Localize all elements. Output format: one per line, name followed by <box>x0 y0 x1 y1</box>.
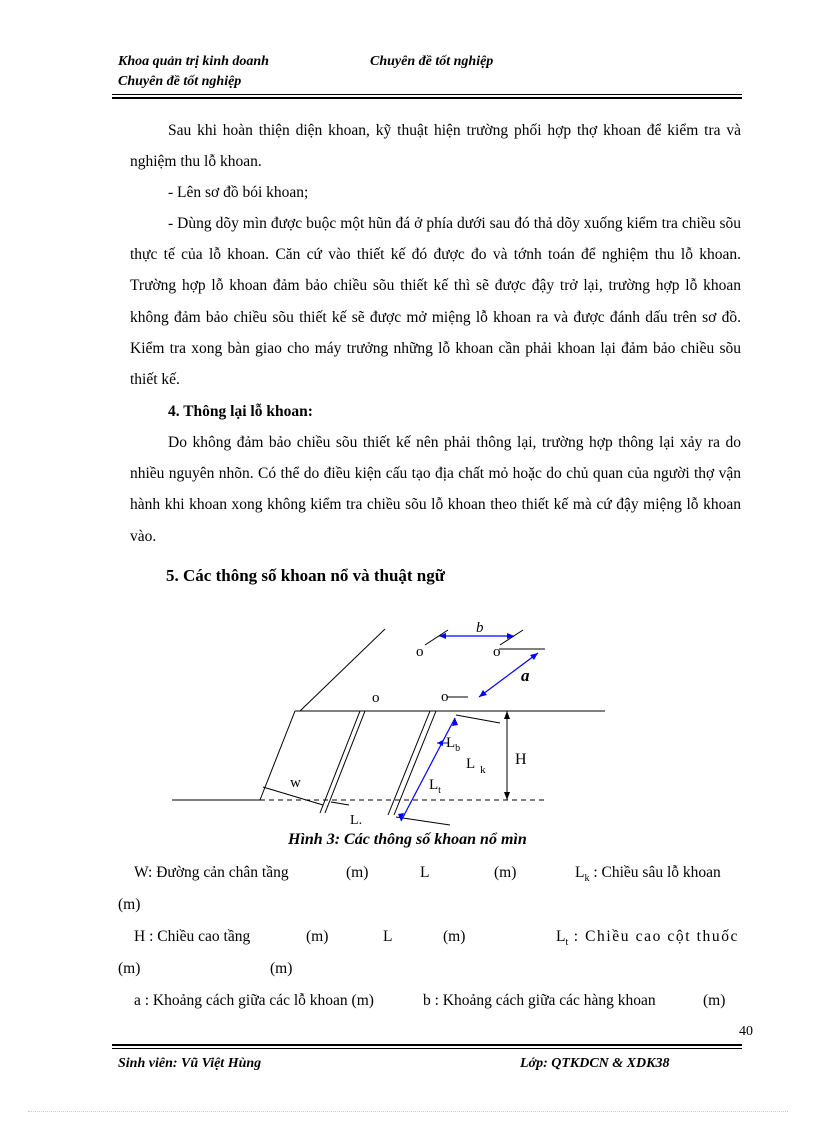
def-h: H : Chiều cao tầng <box>134 928 251 945</box>
h-arrow-top <box>504 711 510 719</box>
heading-section-5: 5. Các thông số khoan nổ và thuật ngữ <box>166 566 445 585</box>
lk-bottom-tick <box>396 817 450 825</box>
def-Lk-unit: (m) <box>118 896 141 913</box>
def-w-unit: (m) <box>346 864 369 881</box>
label-w: w <box>290 775 301 791</box>
paragraph-inspection: Sau khi hoàn thiện diện khoan, kỹ thuật hiện trường phối hợp thợ khoan để kiểm tra và nghiệm thu lỗ khoan. <box>130 122 741 171</box>
def-h-unit: (m) <box>306 928 329 945</box>
heading-section-4: 4. Thông lại lỗ khoan: <box>168 403 313 420</box>
label-subdrill-L: L. <box>350 813 363 828</box>
footer-rule-thin <box>112 1048 742 1049</box>
header-center-title: Chuyên đề tốt nghiệp <box>370 54 494 69</box>
subdrill-tick-line <box>331 802 349 805</box>
drilling-parameters-diagram <box>150 615 620 830</box>
def-L2-second-unit: (m) <box>270 960 293 977</box>
footer-student: Sinh viên: Vũ Việt Hùng <box>118 1056 262 1071</box>
def-Lk: $L_k$ : Chiều sâu lỗ khoan <box>575 864 721 885</box>
a-arrow-top <box>530 653 538 660</box>
label-Lt: $L_t$ <box>429 777 441 796</box>
def-b-unit: (m) <box>703 992 726 1009</box>
footer-class: Lớp: QTKDCN & XDK38 <box>520 1056 670 1071</box>
header-rule-thin <box>112 94 742 95</box>
page-edge-dotted-line <box>28 1111 788 1112</box>
header-rule-thick <box>112 97 742 99</box>
def-w: W: Đường cản chân tầng <box>134 864 289 881</box>
lk-blue-dimension-line <box>401 718 455 821</box>
label-Lk: L $_k$ <box>466 756 486 776</box>
def-Lt-unit: (m) <box>118 960 141 977</box>
borehole-2-right-wall <box>394 711 436 815</box>
page-number: 40 <box>739 1024 753 1039</box>
label-b: b <box>476 620 484 636</box>
lb-arrow <box>437 740 443 746</box>
figure-caption: Hình 3: Các thông số khoan nổ mìn <box>288 831 527 848</box>
collar-o-front: o <box>441 689 449 705</box>
paragraph-measure: - Dùng dõy mìn được buộc một hũn đá ở phía dưới sau đó thả dõy xuống kiểm tra chiều sõu thực tế của lỗ khoan. Căn cứ vào thiết kế đó được đo và tớnh toán để nghiệm thu lỗ khoan. Trường hợp lỗ khoan đảm bảo chiều sõu thiết kế thì sẽ được đậy trở lại, trường hợp lỗ khoan không đảm bảo chiều sõu thiết kế sẽ được mở miệng lỗ khoan ra và được đánh dấu trên sơ đồ. Kiểm tra xong bàn giao cho máy trưởng những lỗ khoan cần phải khoan lại đảm bảo chiều sõu thiết kế. <box>130 215 741 389</box>
h-arrow-bottom <box>504 792 510 800</box>
footer-rule-thick <box>112 1044 742 1046</box>
def-L1-unit: (m) <box>494 864 517 881</box>
header-subtitle: Chuyên đề tốt nghiệp <box>118 74 242 89</box>
borehole-1-right-wall <box>325 711 365 813</box>
header-faculty: Khoa quản trị kinh doanh <box>118 54 269 69</box>
collar-o-top-right: o <box>493 644 501 660</box>
label-H: H <box>515 751 527 768</box>
a-arrow-bottom <box>479 690 487 697</box>
b-right-tick <box>500 630 523 645</box>
paragraph-map: - Lên sơ đồ bói khoan; <box>168 184 309 201</box>
def-L1: L <box>420 864 430 881</box>
def-a: a : Khoảng cách giữa các lỗ khoan (m) <box>134 992 374 1009</box>
lk-top-tick <box>456 715 500 723</box>
def-Lt: $L_t$ : Chiều cao cột thuốc <box>556 928 740 949</box>
paragraph-rework: Do không đảm bảo chiều sõu thiết kế nên phải thông lại, trường hợp thông lại xảy ra do nhiều nguyên nhõn. Có thể do điều kiện cấu tạo địa chất mỏ hoặc do chủ quan của người thợ vận hành khi khoan xong không kiểm tra chiều sõu lỗ khoan theo thiết kế mà cứ đậy miệng lỗ khoan vào. <box>130 434 741 545</box>
def-L2: L <box>383 928 393 945</box>
borehole-1-left-wall <box>320 711 360 813</box>
borehole-2-left-wall <box>388 711 430 815</box>
label-Lb: $L_b$ <box>446 735 461 754</box>
collar-o-mid: o <box>372 690 380 706</box>
def-b: b : Khoảng cách giữa các hàng khoan <box>423 992 656 1009</box>
collar-o-top-left: o <box>416 644 424 660</box>
def-L2-unit: (m) <box>443 928 466 945</box>
label-a: a <box>521 666 530 685</box>
